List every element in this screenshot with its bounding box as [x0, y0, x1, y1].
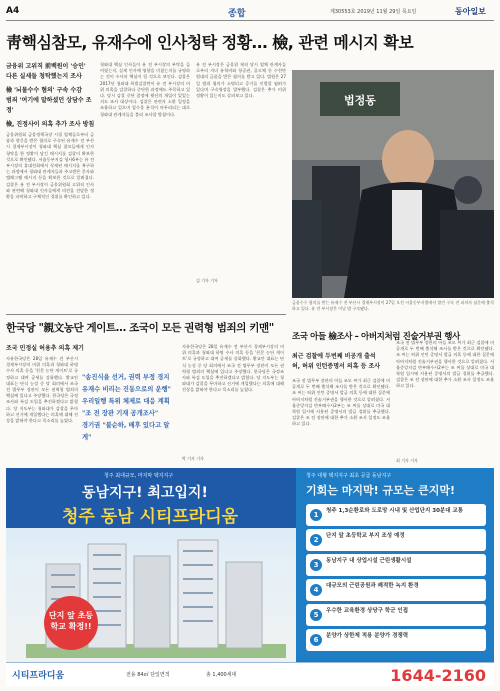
ad-right-panel	[296, 468, 494, 686]
ad-item-text: 동남지구 내 상업시설 근린생활시설	[326, 558, 412, 564]
story3-subhead2: 허, 허위 인턴증명서 의혹 등 조사	[292, 363, 381, 370]
story3-headline: 조국 아들 檢조사 – 아버지처럼 진술거부권 행사	[292, 332, 460, 342]
subhead: 다른 실세들 청탁했는지 조사	[6, 73, 82, 80]
quote-line: 경기권 "불순하, 배후 있다고 알게"	[82, 422, 170, 441]
ad-item-text: 대규모의 근린공원과 쾌적한 녹지 환경	[326, 583, 419, 589]
photo-sign-label: 법정동	[344, 94, 376, 107]
section-title: 종합	[228, 9, 246, 19]
ad-item-text: 우수한 교육환경 상당구 학군 인접	[326, 608, 409, 614]
ad-top-line: 청주 최대규모, 마지막 택지지구	[104, 473, 174, 479]
story2-body: 자유한국당은 28일 유재수 전 부산시 경제부시장의 비위 의혹과 청와대 하명 수사 의혹 등을 '친문 농단 게이트'로 규정하고 대여 공세를 강화했다. 황교안 대표는 단식 농성 중 당 회의에서 조국 전 법무부 장관이 모든 권력형 범죄의 핵심에 있다고 주장했다. 한국당은 국정조사와 특검 도입을 추진하겠다고 밝혔다. 당 지도부는 청와대가 감찰을 무마하고 선거에 개입했다는 의혹에 대해 진상을 밝혀야 한다고 목소리를 높였다.	[6, 356, 78, 424]
story2-headline: 한국당 "親文농단 게이트… 조국이 모든 권력형 범죄의 키맨"	[6, 322, 274, 334]
main-headline: 靑핵심참모, 유재수에 인사청탁 정황… 檢, 관련 메시지 확보	[6, 33, 414, 52]
main-body-col1: 금융위원회 금융정책국장 시절 업체들로부터 금품과 향응을 받은 혐의로 구속된 유재수 전 부산시 경제부시장이 청와대 핵심 참모들에게 인사 청탁을 한 정황이 담긴 메시지를 검찰이 확보한 것으로 확인됐다. 서울동부지검 형사6부는 유 전 부시장의 휴대전화에서 삭제된 메시지를 복구하는 과정에서 청와대 관계자들과 주고받은 문자와 텔레그램 메시지 등을 확보한 것으로 알려졌다. 검찰은 유 전 부시장이 금융위원회 고위직 인사와 관련해 청와대 인사들에게 의견을 전달한 정황을 파악하고 구체적인 경위를 확인하고 있다.	[6, 132, 94, 200]
story3-body-col1: 조국 전 법무부 장관의 아들 조모 씨가 최근 검찰에 비공개로 두 번째 출석해 조사를 받은 것으로 확인됐다. 조 씨는 허위 인턴 증명서 발급 의혹 등에 대한 질문에 아버지처럼 진술거부권을 행사한 것으로 알려졌다. 서울중앙지검 반부패수사2부는 조 씨를 상대로 미국 대학원 입시에 사용된 증명서의 발급 경위를 추궁했다. 검찰은 조 전 장관에 대한 추가 소환 조사 일정도 조율하고 있다.	[292, 378, 390, 427]
ad-feature-item	[306, 554, 486, 576]
news-photo	[292, 70, 494, 298]
ad-item-number: 3	[310, 559, 322, 571]
story3-byline: 최 기자 기자	[396, 458, 418, 463]
ad-left-panel	[6, 468, 296, 686]
ad-phone-number[interactable]: 1644-2160	[390, 666, 486, 685]
ad-title1: 동남지구! 최고입지!	[82, 485, 208, 501]
subhead: 檢 '뇌물수수 혐의' 구속 수감	[6, 87, 82, 94]
story2-quotes	[82, 372, 174, 444]
newspaper-logo: 동아일보	[455, 7, 486, 16]
story2-byline: 박 기자 기자	[182, 456, 204, 461]
ad-feature-item	[306, 504, 486, 526]
story3-body-col2: 조국 전 법무부 장관의 아들 조모 씨가 최근 검찰에 비공개로 두 번째 출석해 조사를 받은 것으로 확인됐다. 조 씨는 허위 인턴 증명서 발급 의혹 등에 대한 질문에 아버지처럼 진술거부권을 행사한 것으로 알려졌다. 서울중앙지검 반부패수사2부는 조 씨를 상대로 미국 대학원 입시에 사용된 증명서의 발급 경위를 추궁했다. 검찰은 조 전 장관에 대한 추가 소환 조사 일정도 조율하고 있다.	[396, 340, 494, 389]
section-rule	[6, 314, 286, 315]
ad-item-number: 4	[310, 584, 322, 596]
ad-units: 전용 84㎡ 단일면적	[126, 672, 170, 678]
quote-line: 유재수 비리는 진동으로의 운행"	[82, 386, 171, 393]
ad-right-top: 청주 대형 택지지구 최초 공급 동남지구	[306, 473, 392, 479]
ad-item-number: 1	[310, 509, 322, 521]
main-body-col2: 청와대 핵심 인사들이 유 전 부시장의 부탁을 들어줬는지, 실제 인사에 영향을 미쳤는지를 규명하는 것이 수사의 핵심이 될 것으로 보인다. 검찰은 2017년 청와대 특별감찰반이 유 전 부시장의 비위 의혹을 감찰하다 중단한 과정에도 주목하고 있다. 당시 감찰 중단 결정에 윗선의 개입이 있었는지도 조사 대상이다. 검찰은 관련자 소환 일정을 조율하고 있으며 압수물 분석이 마무리되는 대로 청와대 관계자들을 불러 조사할 방침이다.	[100, 62, 190, 117]
main-subheads	[6, 62, 98, 130]
subhead: 檢, 진정사이 의혹 추가 조사 방침	[6, 121, 95, 128]
photo-caption: 금품수수 혐의를 받는 유재수 전 부산시 경제부시장이 27일 오전 서울동부지법에서 열린 구속 전 피의자 심문에 출석하고 있다. 유 전 부시장은 이날 밤 구속됐다.	[292, 300, 494, 311]
ad-item-text: 분양가 상한제 적용 분양가 경쟁력	[326, 633, 409, 639]
ad-item-number: 2	[310, 534, 322, 546]
ad-item-text: 청주 1,3순환로와 도로망 시내 및 산업단지 30분대 교통	[326, 508, 464, 514]
subhead: 범죄 '여기에 말하셨던 상담수 조정'	[6, 97, 92, 114]
ad-item-number: 5	[310, 609, 322, 621]
quote-line: 우리일행 특위 체제로 대응 계획	[82, 398, 170, 405]
page-number: A4	[6, 6, 20, 16]
ad-title2: 청주 동남 시티프라디움	[62, 507, 239, 527]
issue-meta: 제30553호 2019년 11월 29일 목요일	[330, 9, 417, 15]
quote-line: "송진식을 선거, 권력 부정 경지	[82, 374, 170, 381]
ad-right-title: 기회는 마지막! 규모는 큰지막!	[306, 484, 456, 497]
main-byline: 김 기자 기자	[196, 278, 218, 283]
ad-item-text: 단지 앞 초등학교 부지 조성 예정	[326, 533, 405, 539]
story2-subhead: 조국 민정실 허용추 의혹 제기	[6, 345, 84, 352]
ad-feature-item	[306, 604, 486, 626]
header-rule	[6, 20, 494, 21]
quote-line: "조 전 장관 기재 공개조사"	[82, 410, 159, 417]
subhead: 금융위 고위직 前백원이 '승인'	[6, 63, 86, 70]
story3-subhead1: 최근 검찰에 두번째 비공개 출석	[292, 353, 376, 360]
ad-feature-item	[306, 529, 486, 551]
main-body-col3: 유 전 부시장은 금융위 재직 당시 업체 관계자들로부터 자녀 유학비와 항공권, 골프채 등 수천만 원대의 금품을 받은 혐의를 받고 있다. 법원은 27일 범죄 혐의가 소명되고 증거를 인멸할 염려가 있다며 구속영장을 발부했다. 검찰은 추가 비위 정황이 있는지도 살펴보고 있다.	[196, 62, 286, 99]
story2-body-col2: 자유한국당은 28일 유재수 전 부산시 경제부시장의 비위 의혹과 청와대 하명 수사 의혹 등을 '친문 농단 게이트'로 규정하고 대여 공세를 강화했다. 황교안 대표는 단식 농성 중 당 회의에서 조국 전 법무부 장관이 모든 권력형 범죄의 핵심에 있다고 주장했다. 한국당은 국정조사와 특검 도입을 추진하겠다고 밝혔다. 당 지도부는 청와대가 감찰을 무마하고 선거에 개입했다는 의혹에 대해 진상을 밝혀야 한다고 목소리를 높였다.	[182, 344, 284, 393]
advertisement[interactable]	[6, 468, 494, 686]
ad-badge-text: 단지 앞 초등학교 확정!!	[48, 611, 94, 631]
ad-item-number: 6	[310, 634, 322, 646]
ad-feature-item	[306, 579, 486, 601]
ad-total: 총 1,400세대	[206, 672, 237, 678]
ad-brand: 시티프라디움	[12, 671, 65, 681]
ad-footer	[6, 662, 494, 686]
ad-feature-item	[306, 629, 486, 651]
